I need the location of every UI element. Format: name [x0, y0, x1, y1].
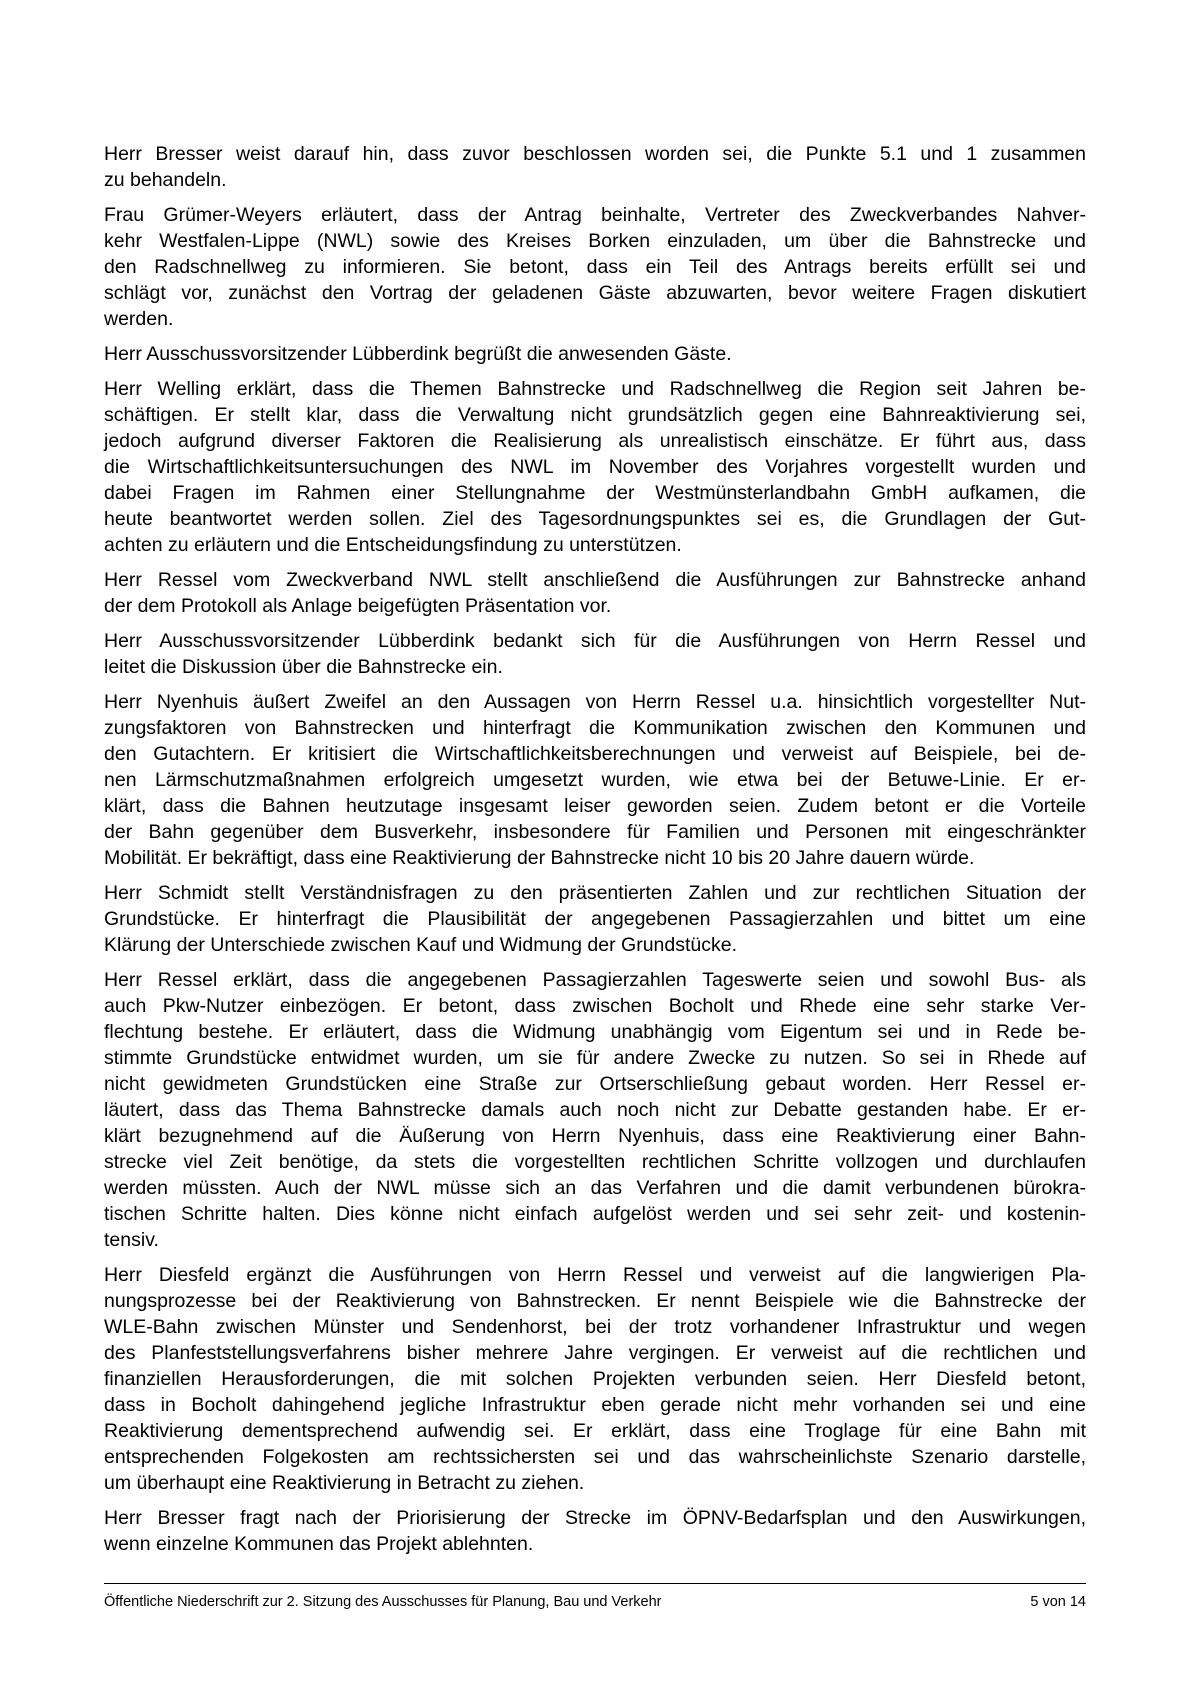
text-line: werden.	[104, 308, 174, 330]
text-line: entsprechenden Folgekosten am rechtssichersten sei und das wahrscheinlichste Szenario darstelle,	[104, 1446, 1086, 1468]
text-line: tischen Schritte halten. Dies könne nicht einfach aufgelöst werden und sei sehr zeit- und kostenin-	[104, 1203, 1086, 1225]
text-line: leitet die Diskussion über die Bahnstrecke ein.	[104, 656, 503, 678]
text-line: Herr Bresser fragt nach der Priorisierung der Strecke im ÖPNV-Bedarfsplan und den Auswirkungen,	[104, 1507, 1086, 1529]
paragraph	[104, 628, 1086, 680]
text-line: werden müssten. Auch der NWL müsse sich an das Verfahren und die damit verbundenen bürokra-	[104, 1177, 1086, 1199]
text-line: strecke viel Zeit benötige, da stets die vorgestellten rechtlichen Schritte vollzogen und durchlaufen	[104, 1151, 1086, 1173]
paragraph	[104, 967, 1086, 1253]
text-line: Frau Grümer-Weyers erläutert, dass der Antrag beinhalte, Vertreter des Zweckverbandes Nahver-	[104, 204, 1086, 226]
text-line: Klärung der Unterschiede zwischen Kauf und Widmung der Grundstücke.	[104, 934, 737, 956]
text-line: Herr Schmidt stellt Verständnisfragen zu den präsentierten Zahlen und zur rechtlichen Situation der	[104, 882, 1086, 904]
text-line: Mobilität. Er bekräftigt, dass eine Reaktivierung der Bahnstrecke nicht 10 bis 20 Jahre dauern würde.	[104, 847, 975, 869]
footer-divider	[104, 1583, 1086, 1584]
footer-row	[104, 1593, 1086, 1611]
text-line: wenn einzelne Kommunen das Projekt ablehnten.	[104, 1533, 534, 1555]
paragraph	[104, 1262, 1086, 1496]
text-line: heute beantwortet werden sollen. Ziel des Tagesordnungspunktes sei es, die Grundlagen der Gut-	[104, 508, 1086, 530]
text-line: klärt, dass die Bahnen heutzutage insgesamt leiser geworden seien. Zudem betont er die Vorteile	[104, 795, 1086, 817]
paragraph	[104, 567, 1086, 619]
text-line: den Radschnellweg zu informieren. Sie betont, dass ein Teil des Antrags bereits erfüllt sei und	[104, 256, 1086, 278]
text-line: Herr Diesfeld ergänzt die Ausführungen von Herrn Ressel und verweist auf die langwierigen Pla-	[104, 1264, 1086, 1286]
text-line: flechtung bestehe. Er erläutert, dass die Widmung unabhängig vom Eigentum sei und in Rede be-	[104, 1021, 1086, 1043]
text-line: der dem Protokoll als Anlage beigefügten Präsentation vor.	[104, 595, 612, 617]
text-line: Herr Ausschussvorsitzender Lübberdink begrüßt die anwesenden Gäste.	[104, 343, 732, 365]
text-line: zu behandeln.	[104, 169, 227, 191]
text-line: des Planfeststellungsverfahrens bisher mehrere Jahre vergingen. Er verweist auf die rechtlichen und	[104, 1342, 1086, 1364]
paragraph	[104, 141, 1086, 193]
text-line: kehr Westfalen-Lippe (NWL) sowie des Kreises Borken einzuladen, um über die Bahnstrecke und	[104, 230, 1086, 252]
text-line: schäftigen. Er stellt klar, dass die Verwaltung nicht grundsätzlich gegen eine Bahnreaktivierung sei,	[104, 404, 1086, 426]
text-line: Herr Nyenhuis äußert Zweifel an den Aussagen von Herrn Ressel u.a. hinsichtlich vorgestellter Nut-	[104, 691, 1086, 713]
text-line: schlägt vor, zunächst den Vortrag der geladenen Gäste abzuwarten, bevor weitere Fragen diskutiert	[104, 282, 1086, 304]
text-line: jedoch aufgrund diverser Faktoren die Realisierung als unrealistisch einschätze. Er führt aus, dass	[104, 430, 1086, 452]
text-line: die Wirtschaftlichkeitsuntersuchungen des NWL im November des Vorjahres vorgestellt wurden und	[104, 456, 1086, 478]
text-line: Herr Bresser weist darauf hin, dass zuvor beschlossen worden sei, die Punkte 5.1 und 1 zusammen	[104, 143, 1086, 165]
paragraph	[104, 880, 1086, 958]
text-line: nungsprozesse bei der Reaktivierung von Bahnstrecken. Er nennt Beispiele wie die Bahnstrecke der	[104, 1290, 1086, 1312]
text-line: auch Pkw-Nutzer einbezögen. Er betont, dass zwischen Bocholt und Rhede eine sehr starke Ver-	[104, 995, 1086, 1017]
text-line: Herr Ressel erklärt, dass die angegebenen Passagierzahlen Tageswerte seien und sowohl Bus- als	[104, 969, 1086, 991]
page-number: 5 von 14	[1030, 1594, 1086, 1610]
text-line: finanziellen Herausforderungen, die mit solchen Projekten verbunden seien. Herr Diesfeld betont,	[104, 1368, 1086, 1390]
text-line: dabei Fragen im Rahmen einer Stellungnahme der Westmünsterlandbahn GmbH aufkamen, die	[104, 482, 1086, 504]
text-line: WLE-Bahn zwischen Münster und Sendenhorst, bei der trotz vorhandener Infrastruktur und wegen	[104, 1316, 1086, 1338]
text-line: achten zu erläutern und die Entscheidungsfindung zu unterstützen.	[104, 534, 682, 556]
paragraph	[104, 1505, 1086, 1557]
text-line: Herr Ressel vom Zweckverband NWL stellt anschließend die Ausführungen zur Bahnstrecke anhand	[104, 569, 1086, 591]
text-line: nicht gewidmeten Grundstücken eine Straße zur Ortserschließung gebaut worden. Herr Ressel er-	[104, 1073, 1086, 1095]
text-line: dass in Bocholt dahingehend jegliche Infrastruktur eben gerade nicht mehr vorhanden sei und eine	[104, 1394, 1086, 1416]
text-line: Herr Ausschussvorsitzender Lübberdink bedankt sich für die Ausführungen von Herrn Ressel und	[104, 630, 1086, 652]
paragraph	[104, 341, 1086, 367]
paragraph	[104, 376, 1086, 558]
footer-document-title: Öffentliche Niederschrift zur 2. Sitzung des Ausschusses für Planung, Bau und Verkehr	[104, 1594, 662, 1610]
paragraph	[104, 689, 1086, 871]
text-line: stimmte Grundstücke entwidmet wurden, um sie für andere Zwecke zu nutzen. So sei in Rhede auf	[104, 1047, 1086, 1069]
text-line: nen Lärmschutzmaßnahmen erfolgreich umgesetzt wurden, wie etwa bei der Betuwe-Linie. Er er-	[104, 769, 1086, 791]
text-line: der Bahn gegenüber dem Busverkehr, insbesondere für Familien und Personen mit eingeschränkter	[104, 821, 1086, 843]
text-line: läutert, dass das Thema Bahnstrecke damals auch noch nicht zur Debatte gestanden habe. Er er-	[104, 1099, 1086, 1121]
text-line: Herr Welling erklärt, dass die Themen Bahnstrecke und Radschnellweg die Region seit Jahren be-	[104, 378, 1086, 400]
text-line: tensiv.	[104, 1229, 159, 1251]
text-line: zungsfaktoren von Bahnstrecken und hinterfragt die Kommunikation zwischen den Kommunen und	[104, 717, 1086, 739]
protocol-text	[104, 141, 1086, 1566]
text-line: den Gutachtern. Er kritisiert die Wirtschaftlichkeitsberechnungen und verweist auf Beispiele, bei de-	[104, 743, 1086, 765]
text-line: Grundstücke. Er hinterfragt die Plausibilität der angegebenen Passagierzahlen und bittet um eine	[104, 908, 1086, 930]
paragraph	[104, 202, 1086, 332]
text-line: klärt bezugnehmend auf die Äußerung von Herrn Nyenhuis, dass eine Reaktivierung einer Bahn-	[104, 1125, 1086, 1147]
page-footer	[104, 1583, 1086, 1611]
text-line: um überhaupt eine Reaktivierung in Betracht zu ziehen.	[104, 1472, 585, 1494]
text-line: Reaktivierung dementsprechend aufwendig sei. Er erklärt, dass eine Troglage für eine Bahn mit	[104, 1420, 1086, 1442]
